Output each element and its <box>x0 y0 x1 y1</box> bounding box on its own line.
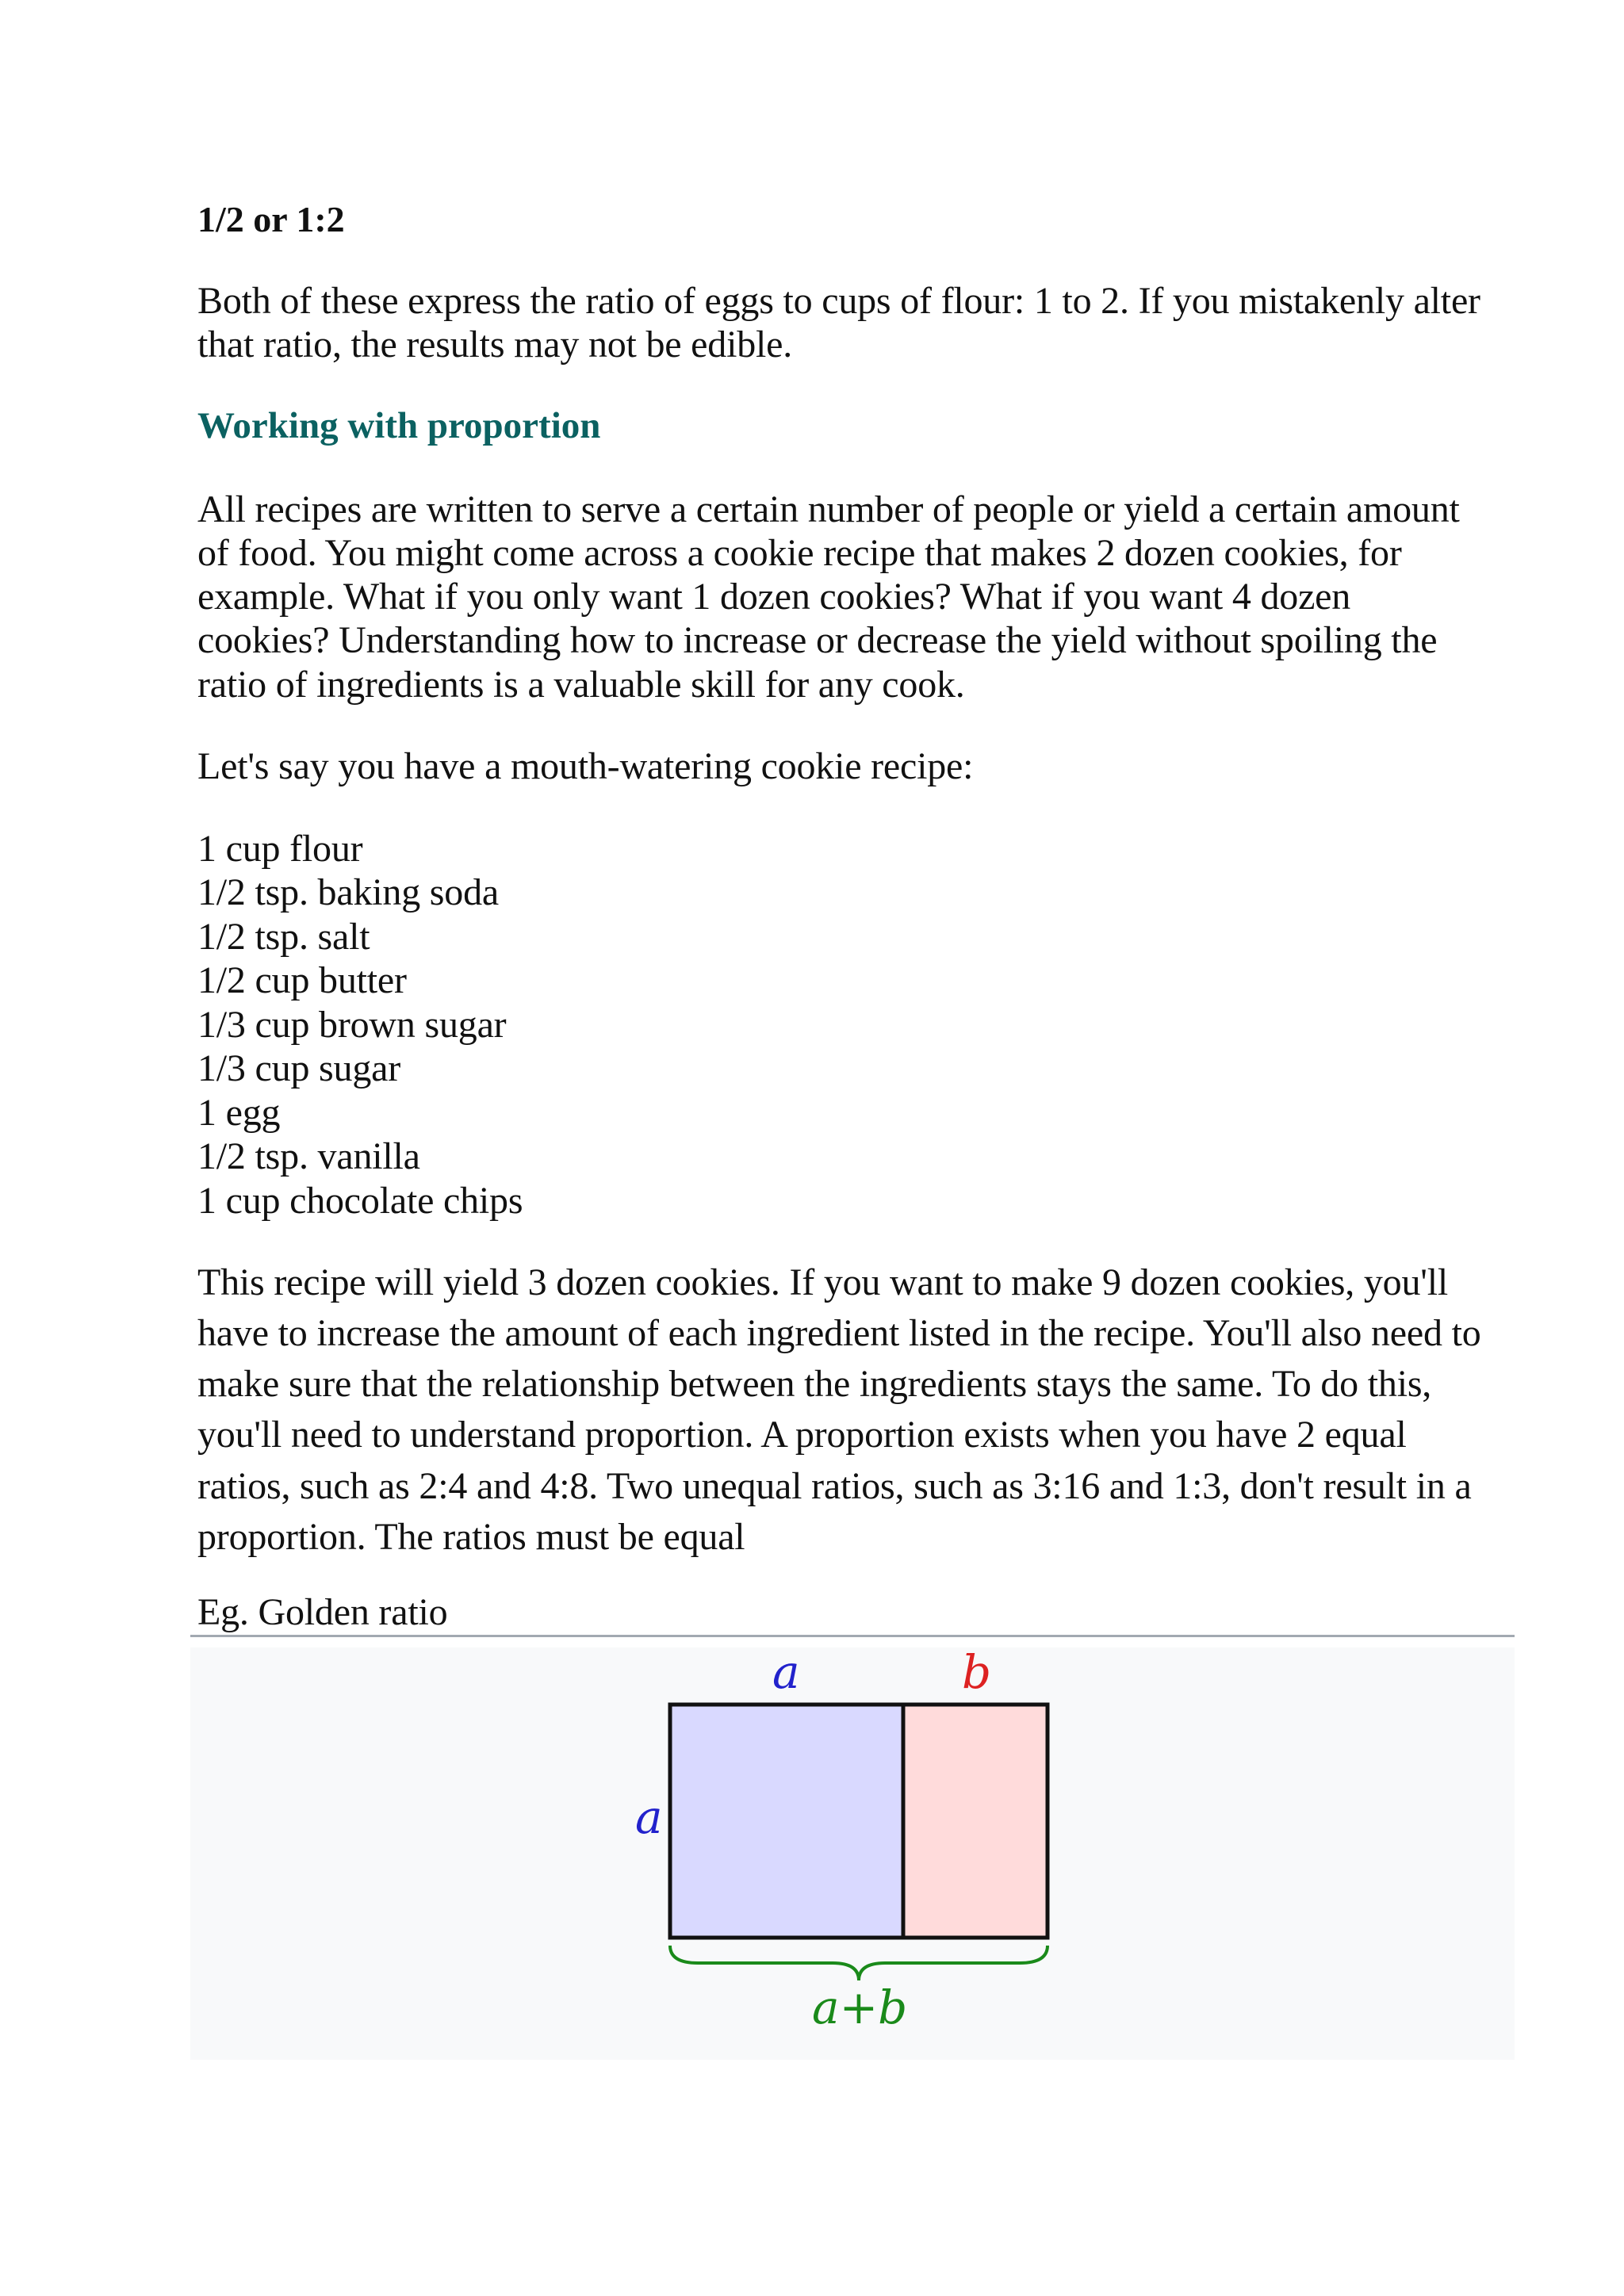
label-side-a: a <box>635 1790 663 1844</box>
yield-paragraph-line: ratios, such as 2:4 and 4:8. Two unequal ratios, such as 3:16 and 1:3, don't result in a <box>197 1465 1472 1507</box>
intro-paragraph-line: of food. You might come across a cookie recipe that makes 2 dozen cookies, for <box>197 532 1402 574</box>
recipe-intro: Let's say you have a mouth-watering cookie recipe: <box>197 745 974 787</box>
ingredient-item: 1/3 cup sugar <box>197 1047 401 1089</box>
ratio-paragraph-line: Both of these express the ratio of eggs to cups of flour: 1 to 2. If you mistakenly alter <box>197 280 1480 322</box>
yield-paragraph-line: have to increase the amount of each ingredient listed in the recipe. You'll also need to <box>197 1312 1481 1354</box>
ratio-heading: 1/2 or 1:2 <box>197 199 345 239</box>
ingredient-item: 1 egg <box>197 1092 281 1134</box>
ingredient-item: 1/2 cup butter <box>197 959 407 1001</box>
ingredient-item: 1/2 tsp. salt <box>197 916 370 958</box>
golden-ratio-figure <box>190 1647 1515 2060</box>
ingredient-item: 1/2 tsp. vanilla <box>197 1135 420 1177</box>
intro-paragraph-line: ratio of ingredients is a valuable skill for any cook. <box>197 664 965 706</box>
curly-brace-icon <box>670 1946 1048 1980</box>
square-a-region <box>670 1705 903 1938</box>
yield-paragraph-line: you'll need to understand proportion. A proportion exists when you have 2 equal <box>197 1414 1407 1456</box>
yield-paragraph-line: proportion. The ratios must be equal <box>197 1516 745 1558</box>
label-top-b: b <box>962 1645 992 1699</box>
intro-paragraph-line: example. What if you only want 1 dozen cookies? What if you want 4 dozen <box>197 576 1351 618</box>
figure-caption: Eg. Golden ratio <box>197 1591 448 1633</box>
figure-divider <box>190 1635 1515 1637</box>
intro-paragraph-line: All recipes are written to serve a certain number of people or yield a certain amount <box>197 488 1460 530</box>
label-top-a: a <box>772 1645 800 1699</box>
yield-paragraph-line: make sure that the relationship between the ingredients stays the same. To do this, <box>197 1363 1432 1405</box>
ingredient-item: 1/3 cup brown sugar <box>197 1004 507 1046</box>
rectangle-b-region <box>903 1705 1048 1938</box>
label-bottom-a-plus-b: a+b <box>812 1980 908 2034</box>
yield-paragraph-line: This recipe will yield 3 dozen cookies. If you want to make 9 dozen cookies, you'll <box>197 1261 1448 1303</box>
ingredient-item: 1 cup flour <box>197 828 363 870</box>
ingredient-item: 1/2 tsp. baking soda <box>197 871 499 913</box>
ingredient-item: 1 cup chocolate chips <box>197 1180 523 1222</box>
intro-paragraph-line: cookies? Understanding how to increase or decrease the yield without spoiling the <box>197 619 1438 661</box>
section-heading: Working with proportion <box>197 405 601 446</box>
ratio-paragraph-line: that ratio, the results may not be edible. <box>197 323 793 365</box>
